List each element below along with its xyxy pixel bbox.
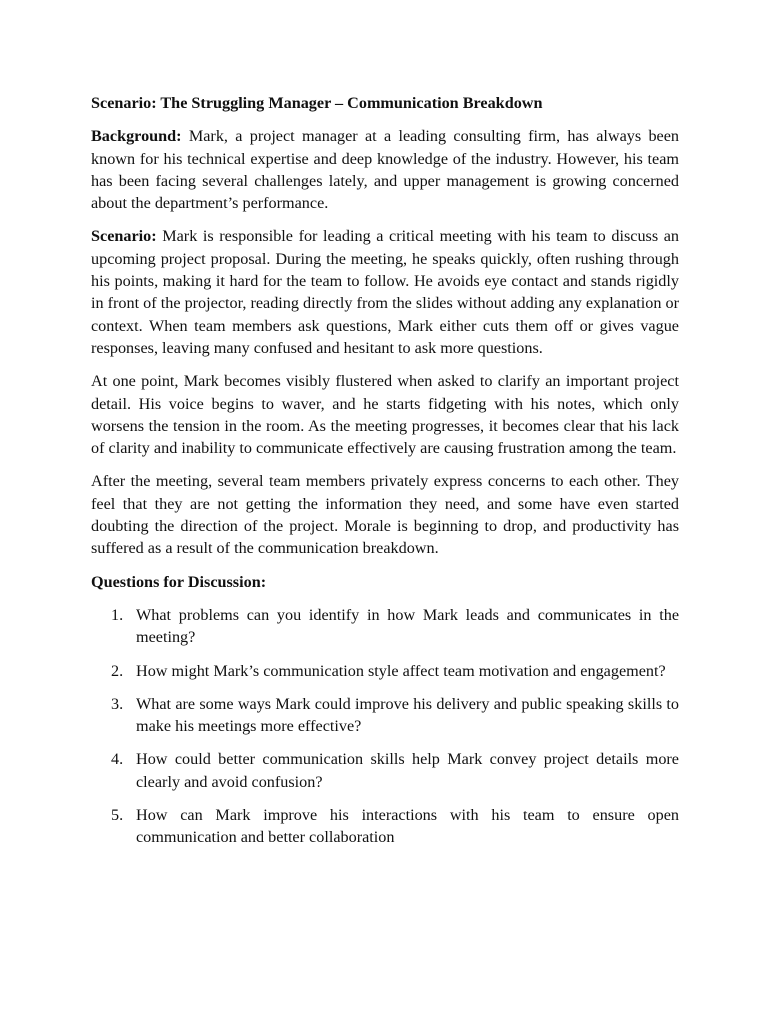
- document-page: [91, 92, 679, 860]
- question-text: How might Mark’s communication style affect team motivation and engagement?: [136, 661, 666, 680]
- question-item: [91, 604, 679, 649]
- question-item: [91, 748, 679, 793]
- question-text: What problems can you identify in how Mark leads and communicates in the meeting?: [136, 605, 679, 647]
- scenario-lead: Scenario:: [91, 227, 157, 246]
- question-item: [91, 804, 679, 849]
- question-number: 3.: [111, 694, 124, 713]
- flustered-paragraph: At one point, Mark becomes visibly flustered when asked to clarify an important project detail. His voice begins to waver, and he starts fidgeting with his notes, which only worsens the tension in the room. As the meeting progresses, it becomes clear that his lack of clarity and inability to communicate effectively are causing frustration among the team.: [91, 372, 679, 458]
- background-text: Mark, a project manager at a leading consulting firm, has always been known for his technical expertise and deep knowledge of the industry. However, his team has been facing several challenges lately, and upper management is growing concerned about the department’s performance.: [91, 127, 679, 213]
- question-number: 1.: [111, 605, 124, 624]
- question-number: 4.: [111, 750, 124, 769]
- background-paragraph: [91, 125, 679, 214]
- scenario-text: Mark is responsible for leading a critical meeting with his team to discuss an upcoming project proposal. During the meeting, he speaks quickly, often rushing through his points, making it hard for the team to follow. He avoids eye contact and stands rigidly in front of the projector, reading directly from the slides without adding any explanation or context. When team members ask questions, Mark either cuts them off or gives vague responses, leaving many confused and hesitant to ask more questions.: [91, 227, 679, 357]
- background-lead: Background:: [91, 127, 182, 146]
- scenario-paragraph: [91, 225, 679, 359]
- after-meeting-paragraph: After the meeting, several team members privately express concerns to each other. They feel that they are not getting the information they need, and some have even started doubting the direction of the project. Morale is beginning to drop, and productivity has suffered as a result of the communication breakdown.: [91, 472, 679, 558]
- question-item: [91, 660, 679, 682]
- question-number: 5.: [111, 806, 124, 825]
- question-item: [91, 693, 679, 738]
- questions-heading: Questions for Discussion:: [91, 572, 267, 591]
- document-title: Scenario: The Struggling Manager – Communication Breakdown: [91, 94, 543, 112]
- question-number: 2.: [111, 661, 124, 680]
- question-text: How could better communication skills help Mark convey project details more clearly and avoid confusion?: [136, 750, 679, 791]
- question-text: How can Mark improve his interactions with his team to ensure open communication and better collaboration: [136, 806, 679, 847]
- questions-list: [91, 604, 679, 849]
- question-text: What are some ways Mark could improve his delivery and public speaking skills to make his meetings more effective?: [136, 694, 679, 736]
